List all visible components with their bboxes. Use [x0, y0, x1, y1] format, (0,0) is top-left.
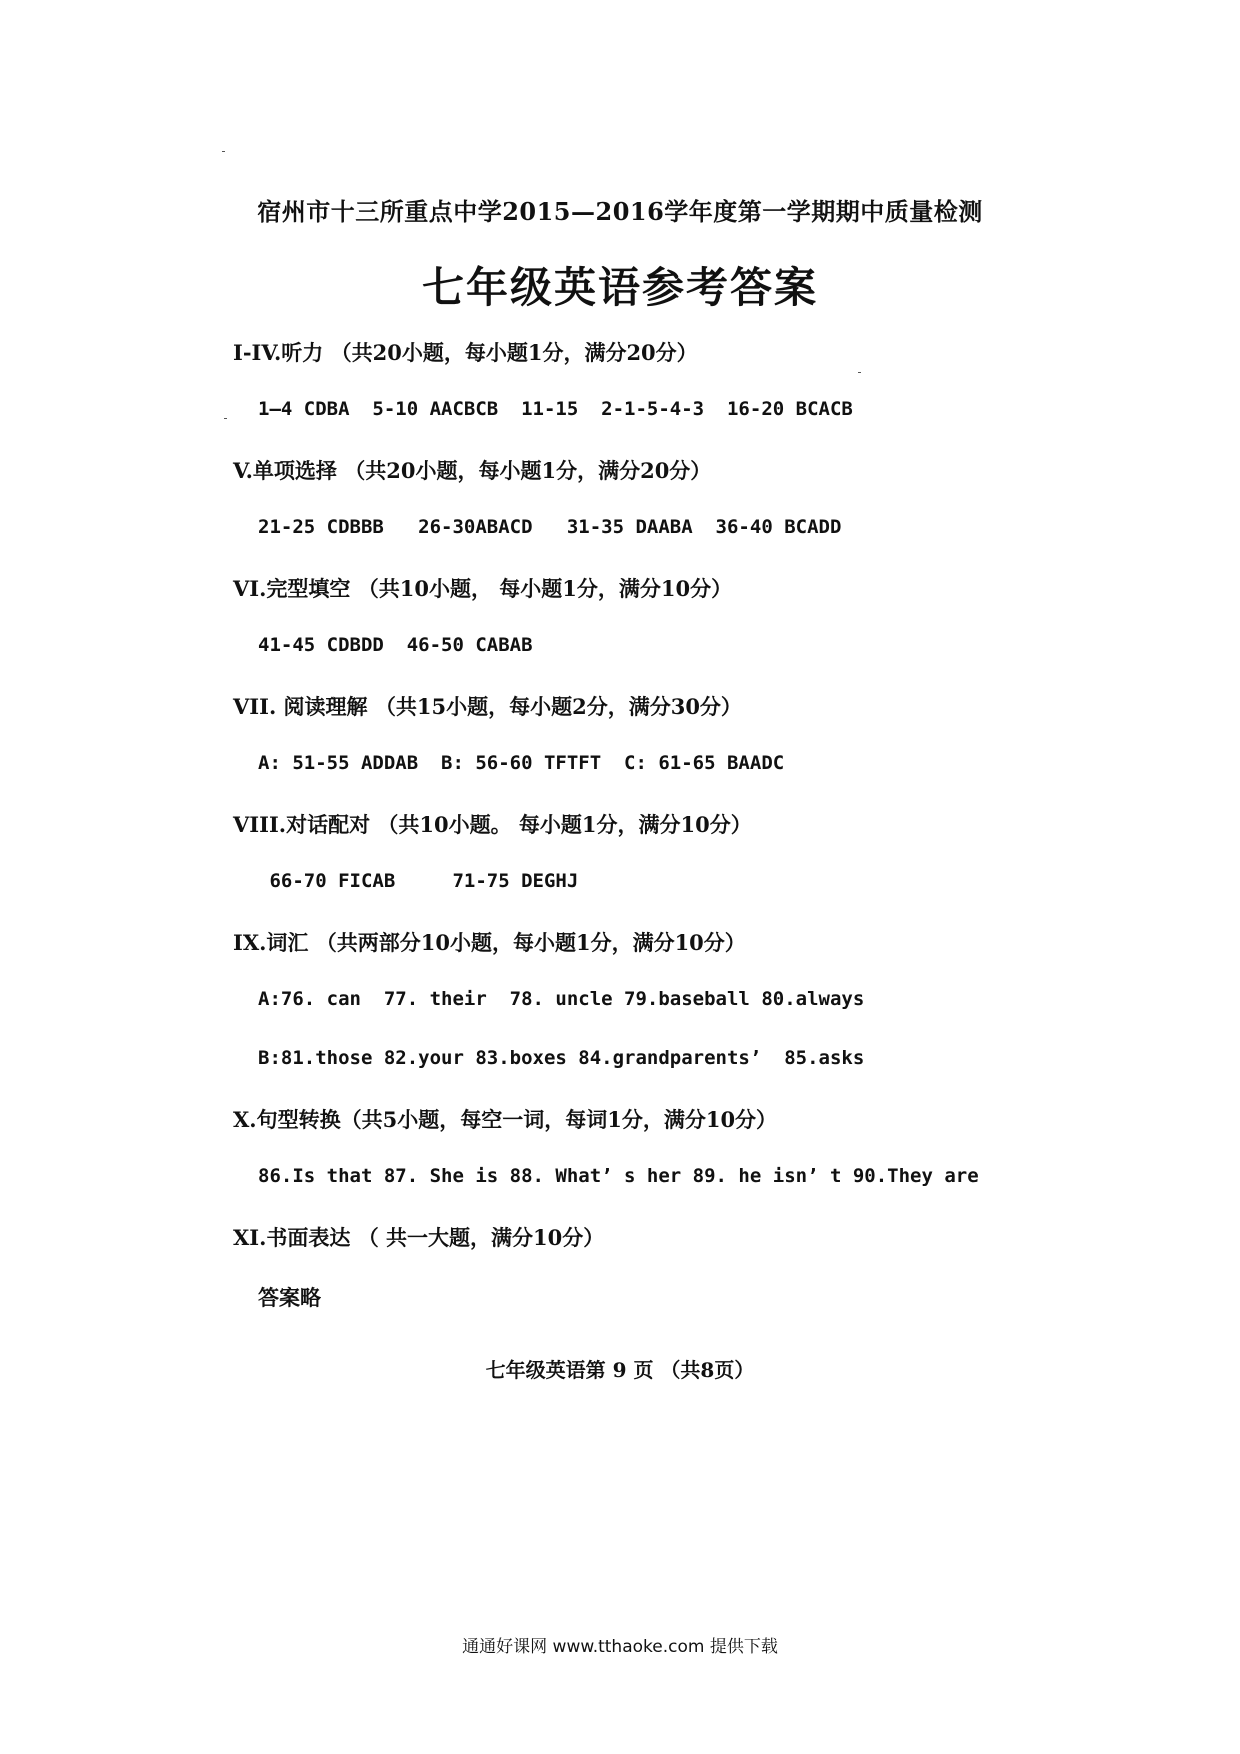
answer-line-reading: A: 51-55 ADDAB B: 56-60 TFTFT C: 61-65 BAADC	[258, 752, 785, 774]
section-heading-listening: I-IV.听力 （共20小题，每小题1分，满分20分）	[233, 340, 698, 365]
section-heading-dialogue: VIII.对话配对 （共10小题。 每小题1分，满分10分）	[233, 812, 752, 837]
section-heading-sentence-transform: X.句型转换（共5小题，每空一词，每词1分，满分10分）	[233, 1107, 778, 1132]
answer-line-single-choice: 21-25 CDBBB 26-30ABACD 31-35 DAABA 36-40 BCADD	[258, 516, 842, 538]
answer-line-listening: 1—4 CDBA 5-10 AACBCB 11-15 2-1-5-4-3 16-20 BCACB	[258, 398, 853, 420]
answer-line-writing: 答案略	[258, 1285, 321, 1310]
section-heading-writing: XI.书面表达 （ 共一大题，满分10分）	[233, 1225, 605, 1250]
scan-speck	[222, 151, 225, 152]
answer-line-cloze: 41-45 CDBDD 46-50 CABAB	[258, 634, 533, 656]
answer-line-vocabulary-b: B:81.those 82.your 83.boxes 84.grandparents’ 85.asks	[258, 1047, 865, 1069]
scan-speck	[224, 418, 227, 419]
section-heading-cloze: VI.完型填空 （共10小题， 每小题1分，满分10分）	[233, 576, 733, 601]
school-exam-header: 宿州市十三所重点中学2015—2016学年度第一学期期中质量检测	[257, 197, 983, 226]
section-heading-single-choice: V.单项选择 （共20小题，每小题1分，满分20分）	[233, 458, 712, 483]
scan-speck	[858, 372, 861, 373]
section-heading-vocabulary: IX.词汇 （共两部分10小题，每小题1分，满分10分）	[233, 930, 746, 955]
page-title: 七年级英语参考答案	[421, 263, 818, 312]
page-number-footer: 七年级英语第 9 页 （共8页）	[485, 1358, 755, 1382]
section-heading-reading: VII. 阅读理解 （共15小题，每小题2分，满分30分）	[233, 694, 742, 719]
answer-line-vocabulary-a: A:76. can 77. their 78. uncle 79.baseball 80.always	[258, 988, 865, 1010]
answer-line-dialogue: 66-70 FICAB 71-75 DEGHJ	[258, 870, 579, 892]
answer-line-sentence-transform: 86.Is that 87. She is 88. What’ s her 89. he isn’ t 90.They are	[258, 1165, 979, 1187]
source-footer: 通通好课网 www.tthaoke.com 提供下载	[462, 1637, 778, 1657]
